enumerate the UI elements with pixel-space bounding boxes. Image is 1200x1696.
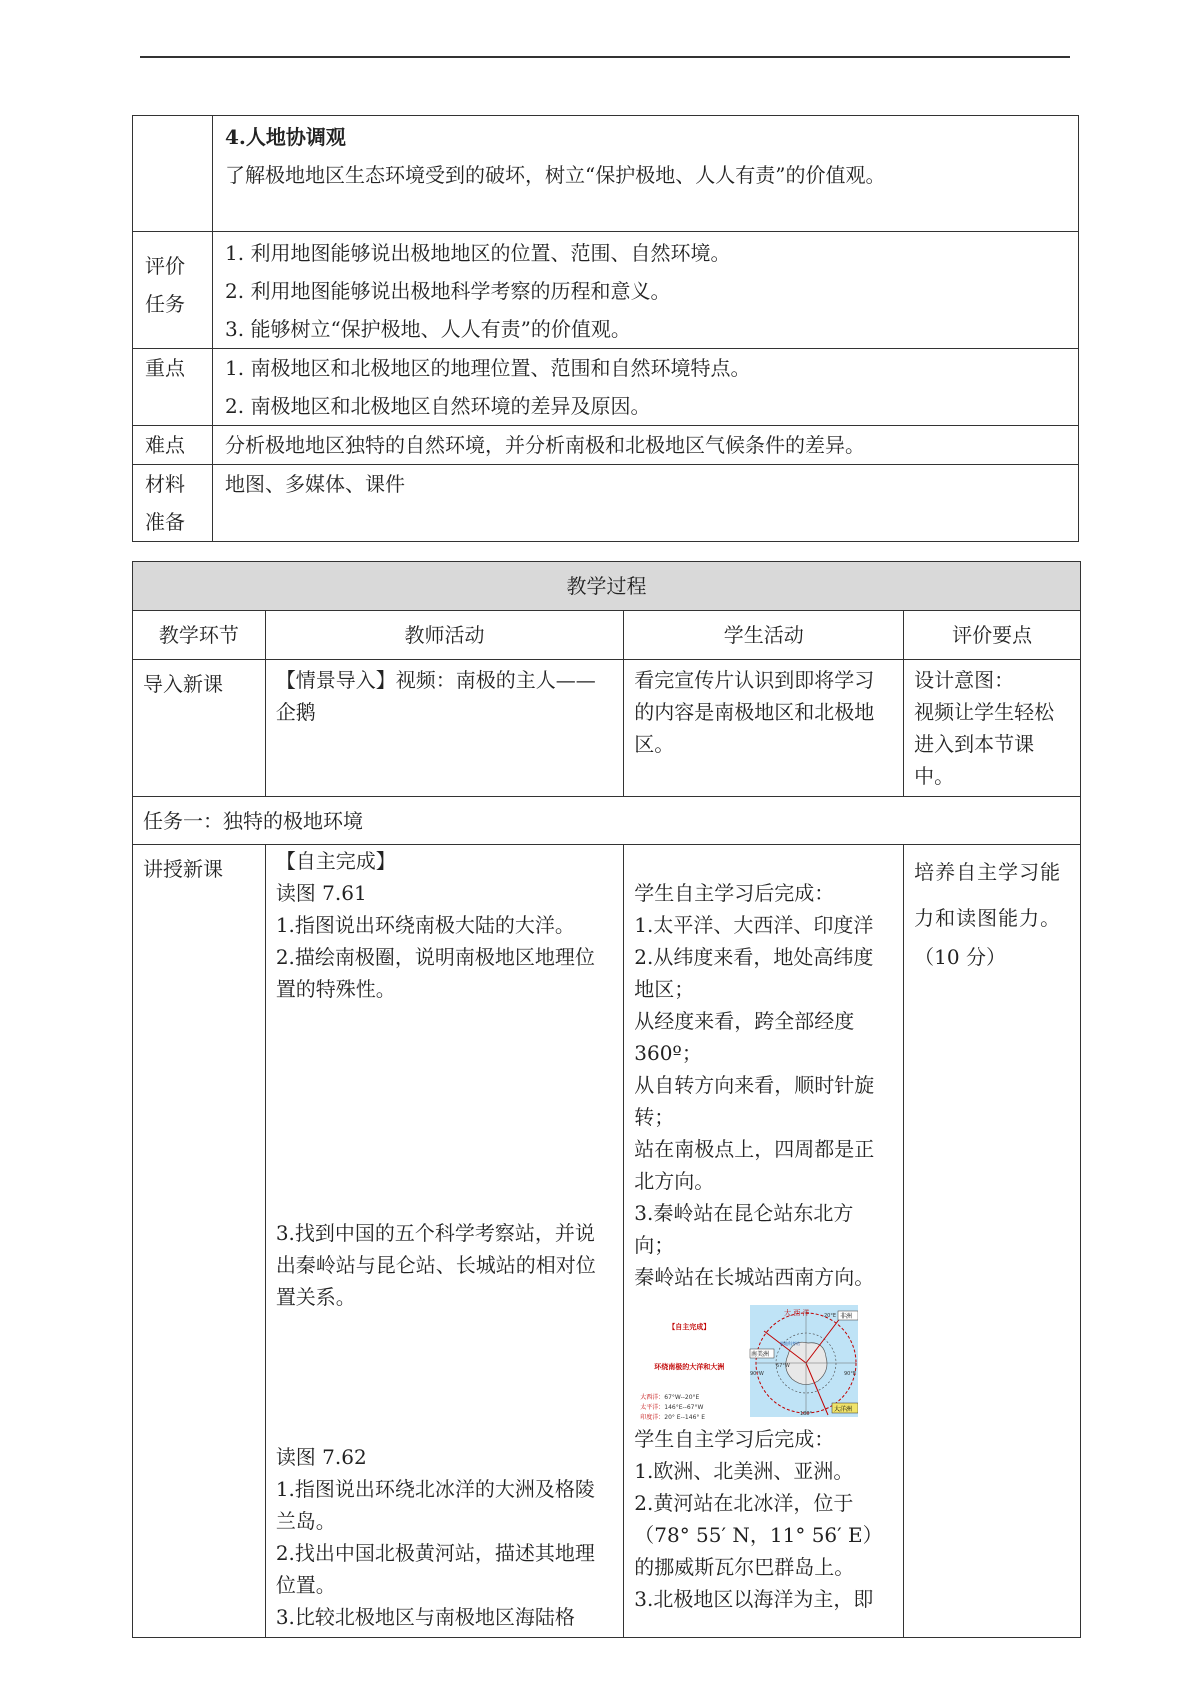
list-item: 读图 7.61: [275, 881, 367, 905]
lecture-stage: 讲授新课: [133, 845, 266, 1638]
list-item: 3. 能够树立“保护极地、人人有责”的价值观。: [225, 317, 631, 341]
column-header: 教学环节: [133, 611, 266, 660]
column-header: 教师活动: [265, 611, 623, 660]
list-item: 1. 南极地区和北极地区的地理位置、范围和自然环境特点。: [225, 356, 751, 380]
list-item: 3.找到中国的五个科学考察站，并说出秦岭站与昆仑站、长城站的相对位置关系。: [275, 1221, 596, 1309]
lecture-teacher: [265, 845, 623, 1638]
label-south-america: 南美洲: [751, 1351, 770, 1358]
label-20e: 20°E: [824, 1313, 837, 1319]
list-item: 1.指图说出环绕北冰洋的大洲及格陵兰岛。: [275, 1477, 595, 1533]
header-rule: [140, 56, 1070, 58]
lecture-student: [624, 845, 904, 1638]
process-title: 教学过程: [133, 562, 1081, 611]
coordination-text: 了解极地地区生态环境受到的破坏，树立“保护极地、人人有责”的价值观。: [225, 163, 886, 187]
materials-label: 材料 准备: [133, 465, 213, 542]
list-item: 2. 利用地图能够说出极地科学考察的历程和意义。: [225, 279, 671, 303]
eval-score: （10 分）: [914, 945, 1006, 969]
list-item: 从自转方向来看，顺时针旋转；: [634, 1073, 875, 1129]
list-item: 学生自主学习后完成：: [634, 881, 835, 905]
column-header: 学生活动: [624, 611, 904, 660]
label-90w: 90°W: [750, 1371, 765, 1377]
difficulty-label: 难点: [133, 426, 213, 465]
list-item: 1.欧洲、北美洲、亚洲。: [634, 1459, 854, 1483]
empty-label-cell: [133, 116, 213, 232]
list-item: 【自主完成】: [275, 849, 396, 873]
intro-student: 看完宣传片认识到即将学习的内容是南极地区和北极地区。: [624, 660, 904, 797]
label-67w: 67°W: [776, 1363, 791, 1369]
figure-caption-panel: [634, 1305, 744, 1421]
list-item: 1. 利用地图能够说出极地地区的位置、范围、自然环境。: [225, 241, 731, 265]
label-180: 180°: [800, 1411, 813, 1417]
label-atlantic: 大 西 洋: [784, 1309, 810, 1317]
intro-eval: 设计意图： 视频让学生轻松进入到本节课中。: [904, 660, 1081, 797]
label-90e: 90°E: [844, 1371, 857, 1377]
evaluation-list: [213, 232, 1079, 349]
list-item: 学生自主学习后完成：: [634, 1427, 835, 1451]
list-item: 2.描绘南极圈，说明南极地区地理位置的特殊性。: [275, 945, 595, 1001]
list-item: 读图 7.62: [275, 1445, 367, 1469]
list-item: 从经度来看，跨全部经度360º；: [634, 1009, 855, 1065]
figure-legend: 大西洋：67°W--20°E 太平洋：146°E--67°W 印度洋：20° E--146° E: [640, 1394, 706, 1421]
evaluation-label: 评价 任务: [133, 232, 213, 349]
antarctica-map: [744, 1305, 858, 1417]
difficulty-text: 分析极地地区独特的自然环境，并分析南极和北极地区气候条件的差异。: [213, 426, 1079, 465]
task-row: 任务一：独特的极地环境: [133, 797, 1081, 845]
intro-stage: 导入新课: [133, 660, 266, 797]
list-item: 1.指图说出环绕南极大陆的大洋。: [275, 913, 575, 937]
list-item: 1.太平洋、大西洋、印度洋: [634, 913, 874, 937]
list-item: 2.黄河站在北冰洋，位于（78° 55′ N，11° 56′ E）的挪威斯瓦尔巴群岛上。: [634, 1491, 883, 1579]
intro-teacher: 【情景导入】视频：南极的主人——企鹅: [265, 660, 623, 797]
antarctica-map-figure: [634, 1305, 858, 1421]
coordination-heading: 4.人地协调观: [225, 125, 346, 149]
label-station: 极地科考站: [780, 1341, 801, 1346]
list-item: 3.北极地区以海洋为主，即: [634, 1587, 874, 1611]
label-oceania: 大洋洲: [834, 1406, 853, 1413]
lecture-eval: [904, 845, 1081, 1638]
list-item: 2.从纬度来看，地处高纬度地区；: [634, 945, 874, 1001]
list-item: 站在南极点上，四周都是正北方向。: [634, 1137, 875, 1193]
label-africa: 非洲: [840, 1313, 853, 1320]
key-points-label: 重点: [133, 349, 213, 426]
objectives-table: [132, 115, 1079, 542]
eval-text: 培养自主学习能力和读图能力。: [914, 860, 1062, 930]
list-item: 3.秦岭站在昆仑站东北方向；: [634, 1201, 854, 1257]
figure-title: 环绕南极的大洋和大洲: [654, 1363, 725, 1371]
coordination-cell: [213, 116, 1079, 232]
list-item: 秦岭站在长城站西南方向。: [634, 1265, 875, 1289]
materials-text: 地图、多媒体、课件: [213, 465, 1079, 542]
figure-tag: 【自主完成】: [668, 1323, 711, 1331]
key-points-list: [213, 349, 1079, 426]
process-table: [132, 561, 1081, 1638]
list-item: 3.比较北极地区与南极地区海陆格: [275, 1605, 575, 1629]
column-header: 评价要点: [904, 611, 1081, 660]
list-item: 2. 南极地区和北极地区自然环境的差异及原因。: [225, 394, 651, 418]
list-item: 2.找出中国北极黄河站，描述其地理位置。: [275, 1541, 595, 1597]
